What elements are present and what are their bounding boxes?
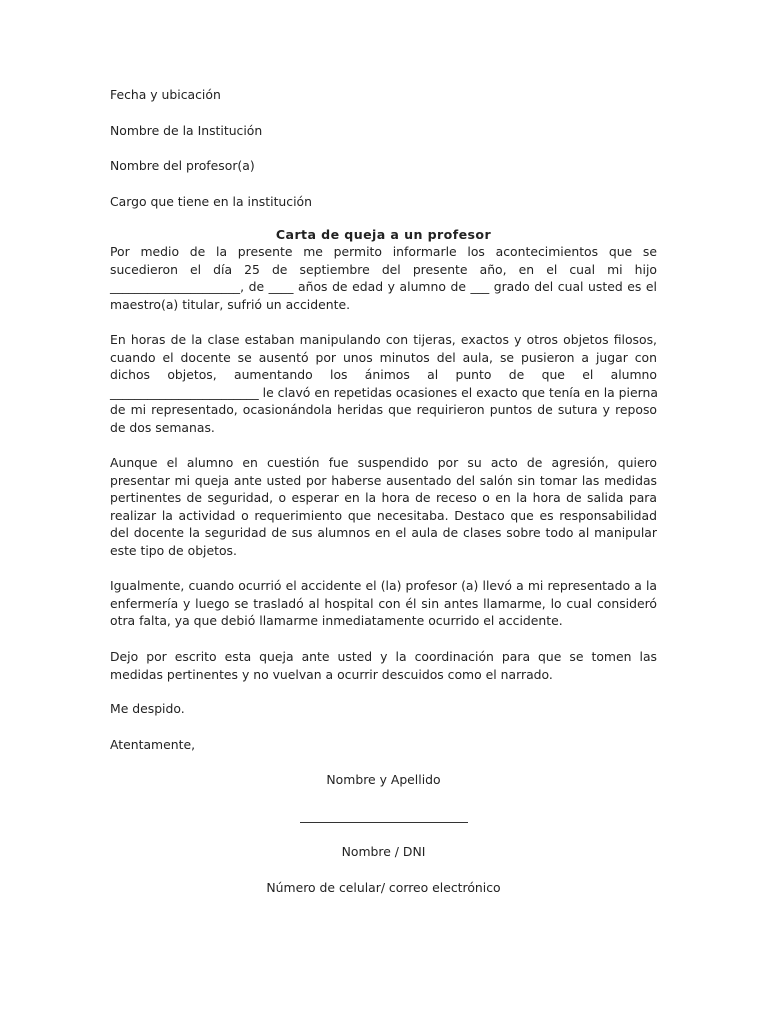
paragraph-line: _____________________, de ____ años de edad y alumno de ___ grado del cual usted es el bbox=[110, 279, 657, 294]
paragraph-3 bbox=[110, 454, 657, 559]
signature-line bbox=[300, 822, 468, 823]
paragraph-4 bbox=[110, 577, 657, 630]
regards-line: Atentamente, bbox=[110, 737, 196, 752]
paragraph-line: sucedieron el día 25 de septiembre del presente año, en el cual mi hijo bbox=[110, 261, 657, 277]
paragraph-line: enfermería y luego se trasladó al hospital con él sin antes llamarme, lo cual consideró bbox=[110, 595, 657, 611]
paragraph-line: de mi representado, ocasionándola heridas que requirieron puntos de sutura y reposo bbox=[110, 402, 657, 417]
paragraph-line: presentar mi queja ante usted por haberse ausentado del salón sin tomar las medidas bbox=[110, 472, 657, 488]
paragraph-line: realizar la actividad o requerimiento que necesitaba. Destaco que es responsabilidad bbox=[110, 507, 657, 523]
paragraph-line: pertinentes de seguridad, o esperar en la hora de receso o en la hora de salida para bbox=[110, 490, 657, 505]
paragraph-line: ________________________ le clavó en repetidas ocasiones el exacto que tenía en la pierna bbox=[110, 384, 658, 400]
paragraph-1 bbox=[110, 243, 657, 313]
paragraph-line: Dejo por escrito esta queja ante usted y la coordinación para que se tomen las bbox=[110, 649, 657, 664]
paragraph-line: En horas de la clase estaban manipulando con tijeras, exactos y otros objetos filosos, bbox=[110, 332, 657, 347]
paragraph-line: del docente la seguridad de sus alumnos en el aula de clases sobre todo al manipular bbox=[110, 525, 657, 540]
name-id-line: Nombre / DNI bbox=[341, 844, 426, 859]
teacher-name-line: Nombre del profesor(a) bbox=[110, 158, 255, 173]
paragraph-line: Igualmente, cuando ocurrió el accidente el (la) profesor (a) llevó a mi representado a la bbox=[110, 578, 657, 593]
paragraph-line: Por medio de la presente me permito informarle los acontecimientos que se bbox=[110, 244, 657, 259]
contact-line: Número de celular/ correo electrónico bbox=[266, 880, 501, 895]
paragraph-line: maestro(a) titular, sufrió un accidente. bbox=[110, 296, 351, 312]
farewell-line: Me despido. bbox=[110, 701, 185, 716]
institution-line: Nombre de la Institución bbox=[110, 123, 263, 138]
letter-page bbox=[110, 0, 657, 1024]
paragraph-line: de dos semanas. bbox=[110, 419, 215, 435]
paragraph-line: otra falta, ya que debió llamarme inmediatamente ocurrido el accidente. bbox=[110, 613, 563, 628]
paragraph-line: este tipo de objetos. bbox=[110, 542, 237, 558]
paragraph-line: medidas pertinentes y no vuelvan a ocurrir descuidos como el narrado. bbox=[110, 666, 553, 682]
paragraph-line: dichos objetos, aumentando los ánimos al punto de que el alumno bbox=[110, 367, 657, 382]
paragraph-line: cuando el docente se ausentó por unos minutos del aula, se pusieron a jugar con bbox=[110, 349, 657, 365]
teacher-position-line: Cargo que tiene en la institución bbox=[110, 194, 312, 209]
date-location-line: Fecha y ubicación bbox=[110, 87, 221, 102]
letter-title: Carta de queja a un profesor bbox=[275, 227, 492, 242]
full-name-line: Nombre y Apellido bbox=[326, 772, 441, 787]
paragraph-2 bbox=[110, 331, 657, 436]
paragraph-5 bbox=[110, 648, 657, 683]
paragraph-line: Aunque el alumno en cuestión fue suspendido por su acto de agresión, quiero bbox=[110, 455, 657, 470]
